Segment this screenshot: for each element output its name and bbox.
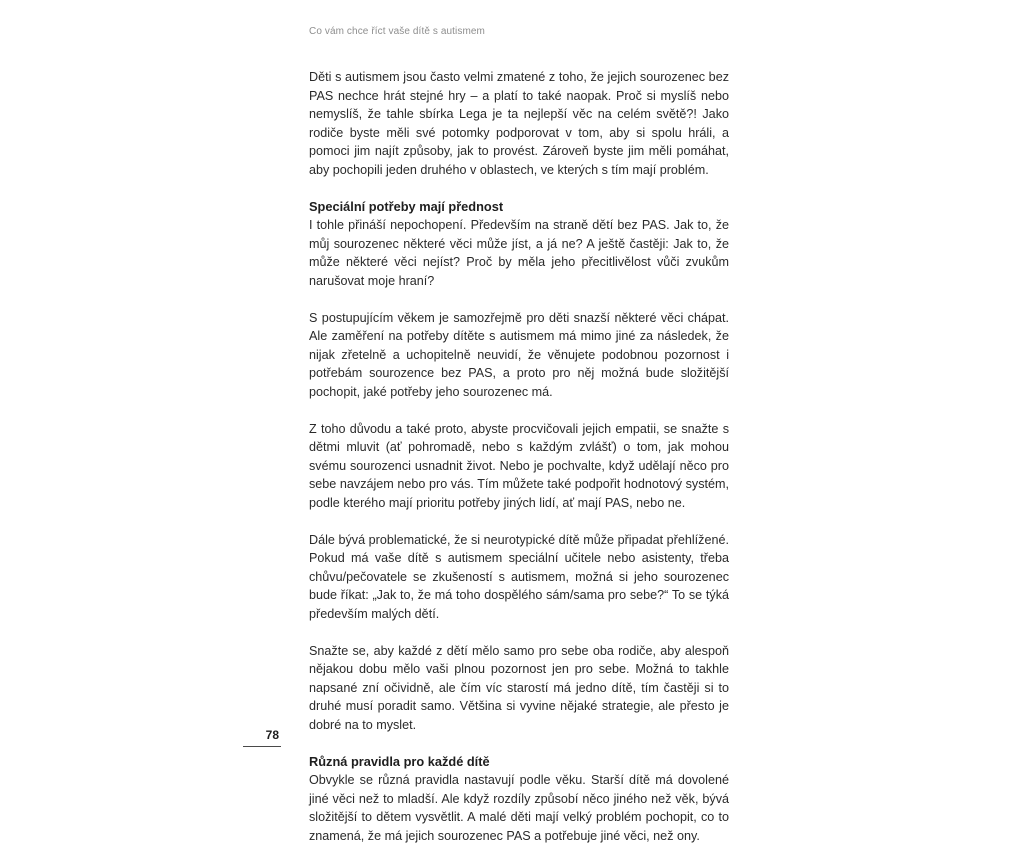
paragraph: Dále bývá problematické, že si neurotypické dítě může připadat přehlížené. Pokud má vaše dítě s autismem speciální učitele nebo asistenty, třeba chůvu/pečovatele se zkušeností s autismem, možná si jeho sourozenec bude říkat: „Jak to, že má toho dospělého sám/sama pro sebe?“ To se týká především malých dětí. — [309, 532, 729, 621]
page-number: 78 — [265, 728, 279, 742]
paragraph: Děti s autismem jsou často velmi zmatené z toho, že jejich sourozenec bez PAS nechce hrát stejné hry – a platí to také naopak. Proč si myslíš nebo nemyslíš, že tahle sbírka Lega je ta nejlepší věc na celém světě?! Jako rodiče byste měli své potomky podporovat v tom, aby si spolu hráli, a pomoci jim najít způsoby, jak to provést. Zároveň byste jim měli pomáhat, aby pochopili jeden druhého v oblastech, ve kterých s tím mají problém. — [309, 70, 729, 177]
running-header: Co vám chce říct vaše dítě s autismem — [309, 26, 485, 37]
paragraph: S postupujícím věkem je samozřejmě pro děti snazší některé věci chápat. Ale zaměření na potřeby dítěte s autismem má mimo jiné za následek, že nijak zřetelně a uchopitelně neuvidí, že věnujete podobnou pozornost i potřebám sourozence bez PAS, a proto pro něj možná bude složitější pochopit, jaké potřeby jeho sourozenec má. — [309, 310, 729, 399]
footer-rule — [243, 746, 281, 747]
paragraph: Snažte se, aby každé z dětí mělo samo pro sebe oba rodiče, aby alespoň nějakou dobu mělo vaši plnou pozornost jen pro sebe. Možná to takhle napsané zní očividně, ale čím víc starostí má jedno dítě, tím častěji si to druhé musí poradit samo. Většina si vyvine nějaké strategie, ale přesto je dobré na to myslet. — [309, 643, 729, 732]
section-heading: Speciální potřeby mají přednost — [309, 198, 504, 214]
body-text — [309, 68, 729, 864]
paragraph: I tohle přináší nepochopení. Především na straně dětí bez PAS. Jak to, že můj sourozenec některé věci může jíst, a já ne? A ještě častěji: Jak to, že může některé věci nejíst? Proč by měla jeho přecitlivělost vůči zvukům narušovat moje hraní? — [309, 218, 729, 288]
paragraph: Obvykle se různá pravidla nastavují podle věku. Starší dítě má dovolené jiné věci než to mladší. Ale když rozdíly způsobí něco jiného než věk, bývá složitější to dětem vysvětlit. A malé děti mají velký problém pochopit, co to znamená, že má jejich sourozenec PAS a potřebuje jiné věci, než ony. — [309, 773, 729, 843]
paragraph: Z toho důvodu a také proto, abyste procvičovali jejich empatii, se snažte s dětmi mluvit (ať pohromadě, nebo s každým zvlášť) o tom, jak mohou svému sourozenci usnadnit život. Nebo je pochvalte, když udělají něco pro sebe navzájem nebo pro vás. Tím můžete také podpořit hodnotový systém, podle kterého mají prioritu potřeby jiných lidí, ať mají PAS, nebo ne. — [309, 421, 729, 510]
section-heading: Různá pravidla pro každé dítě — [309, 753, 490, 769]
page-footer — [243, 728, 281, 750]
